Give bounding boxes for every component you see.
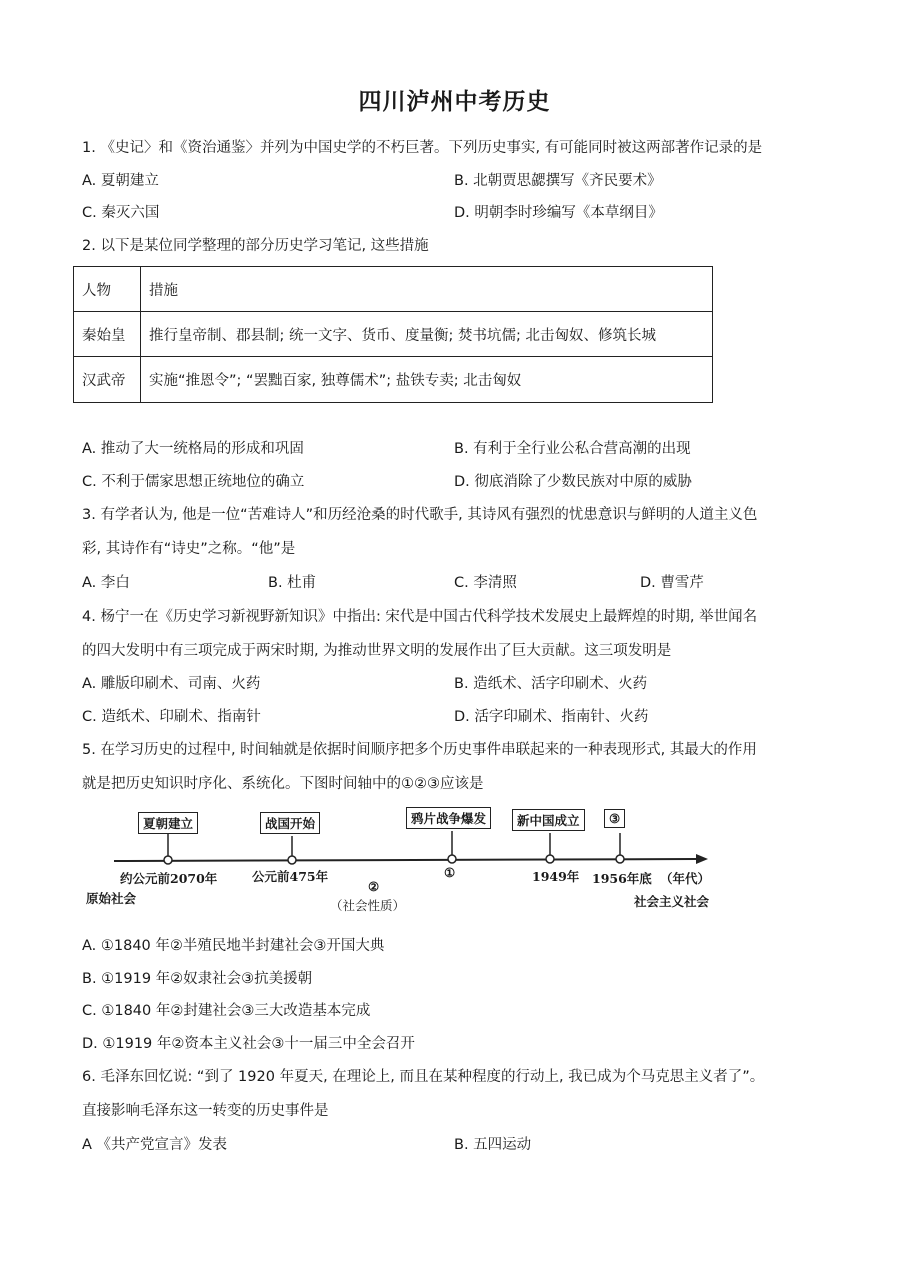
timeline-event-warring-states: 战国开始: [260, 812, 320, 834]
question-1-option-c: C. 秦灭六国: [82, 205, 160, 221]
timeline-date-xia: 约公元前2070年: [120, 871, 218, 886]
table-header-row: [74, 267, 713, 312]
question-5-option-a: A. ①1840 年②半殖民地半封建社会③开国大典: [82, 938, 385, 954]
question-3-option-d: D. 曹雪芹: [640, 575, 704, 591]
question-1-option-d: D. 明朝李时珍编写《本草纲目》: [454, 205, 663, 221]
question-1-option-b: B. 北朝贾思勰撰写《齐民要术》: [454, 173, 662, 189]
question-4-option-a: A. 雕版印刷术、司南、火药: [82, 676, 261, 692]
question-5-option-d: D. ①1919 年②资本主义社会③十一届三中全会召开: [82, 1036, 415, 1052]
table-cell-measures: 推行皇帝制、郡县制; 统一文字、货币、度量衡; 焚书坑儒; 北击匈奴、修筑长城: [141, 312, 713, 357]
timeline-event-prc: 新中国成立: [512, 809, 585, 831]
timeline-primitive-society: 原始社会: [86, 891, 137, 906]
question-1-option-a: A. 夏朝建立: [82, 173, 159, 189]
question-2-option-c: C. 不利于儒家思想正统地位的确立: [82, 474, 305, 490]
table-header-person: 人物: [74, 267, 141, 312]
question-2-option-d: D. 彻底消除了少数民族对中原的威胁: [454, 474, 692, 490]
question-5-option-c: C. ①1840 年②封建社会③三大改造基本完成: [82, 1003, 371, 1019]
table-cell-person: 汉武帝: [74, 357, 141, 403]
question-5-stem-line1: 5. 在学习历史的过程中, 时间轴就是依据时间顺序把多个历史事件串联起来的一种表现形式, 其最大的作用: [82, 742, 757, 758]
question-6-stem-line1: 6. 毛泽东回忆说: “到了 1920 年夏天, 在理论上, 而且在某种程度的行动上, 我已成为个马克思主义者了”。: [82, 1069, 765, 1085]
table-cell-person: 秦始皇: [74, 312, 141, 357]
question-6-option-a: A 《共产党宣言》发表: [82, 1137, 228, 1153]
table-row: [74, 312, 713, 357]
question-5-stem-line2: 就是把历史知识时序化、系统化。下图时间轴中的①②③应该是: [82, 776, 484, 792]
question-3-stem-line2: 彩, 其诗作有“诗史”之称。“他”是: [82, 541, 296, 557]
question-6-option-b: B. 五四运动: [454, 1137, 532, 1153]
question-2-option-b: B. 有利于全行业公私合营高潮的出现: [454, 441, 691, 457]
timeline-date-warring-states: 公元前475年: [252, 869, 329, 884]
timeline-mark-2: ②: [368, 879, 380, 894]
notes-table: [73, 266, 713, 403]
timeline-date-1: ①: [444, 865, 456, 880]
table-row: [74, 357, 713, 403]
table-header-measures: 措施: [141, 267, 713, 312]
timeline-socialist-society: 社会主义社会: [634, 894, 710, 909]
question-4-option-b: B. 造纸术、活字印刷术、火药: [454, 676, 648, 692]
question-3-stem-line1: 3. 有学者认为, 他是一位“苦难诗人”和历经沧桑的时代歌手, 其诗风有强烈的忧患意识与鲜明的人道主义色: [82, 507, 758, 523]
question-4-option-c: C. 造纸术、印刷术、指南针: [82, 709, 261, 725]
timeline-date-1956: 1956年底: [592, 871, 652, 886]
question-2-stem: 2. 以下是某位同学整理的部分历史学习笔记, 这些措施: [82, 238, 429, 254]
table-cell-measures: 实施“推恩令”; “罢黜百家, 独尊儒术”; 盐铁专卖; 北击匈奴: [141, 357, 713, 403]
timeline-date-1949: 1949年: [532, 869, 580, 884]
page-title: 四川泸州中考历史: [358, 89, 551, 115]
question-5-option-b: B. ①1919 年②奴隶社会③抗美援朝: [82, 971, 313, 987]
question-2-option-a: A. 推动了大一统格局的形成和巩固: [82, 441, 304, 457]
timeline-society-note: （社会性质）: [330, 898, 406, 913]
timeline-unit: （年代）: [660, 871, 711, 886]
timeline-event-3: ③: [604, 809, 625, 828]
timeline-event-opium-war: 鸦片战争爆发: [406, 807, 491, 829]
timeline-event-xia: 夏朝建立: [138, 812, 198, 834]
question-4-stem-line1: 4. 杨宁一在《历史学习新视野新知识》中指出: 宋代是中国古代科学技术发展史上最辉煌的时期, 举世闻名: [82, 609, 758, 625]
question-3-option-c: C. 李清照: [454, 575, 517, 591]
question-3-option-b: B. 杜甫: [268, 575, 317, 591]
question-4-option-d: D. 活字印刷术、指南针、火药: [454, 709, 649, 725]
question-1-stem: 1. 《史记〉和《资治通鉴〉并列为中国史学的不朽巨著。下列历史事实, 有可能同时被这两部著作记录的是: [82, 140, 763, 156]
question-4-stem-line2: 的四大发明中有三项完成于两宋时期, 为推动世界文明的发展作出了巨大贡献。这三项发明是: [82, 643, 672, 659]
timeline-figure: [86, 803, 726, 918]
question-3-option-a: A. 李白: [82, 575, 130, 591]
question-6-stem-line2: 直接影响毛泽东这一转变的历史事件是: [82, 1103, 329, 1119]
